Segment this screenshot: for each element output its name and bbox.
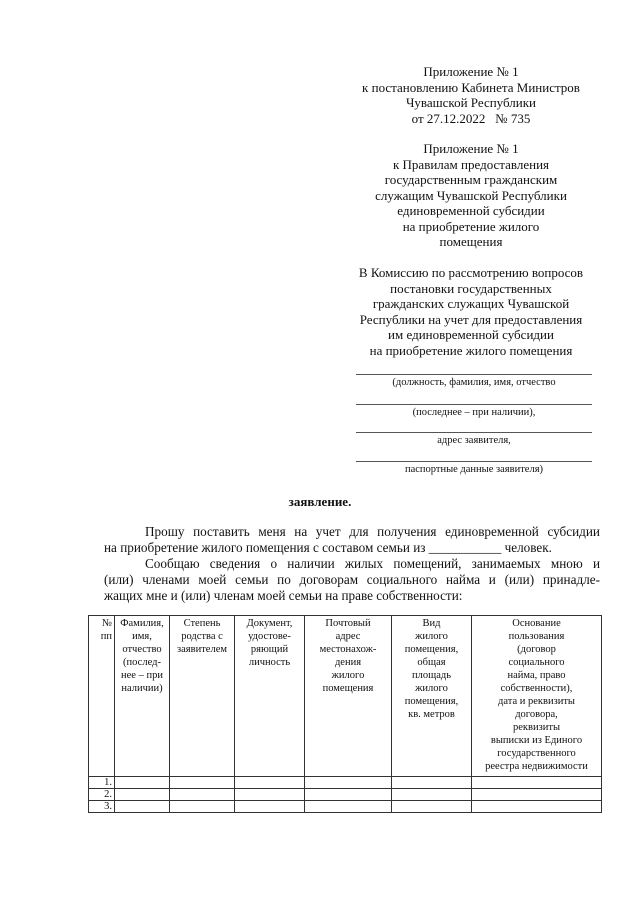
- field-caption: адрес заявителя,: [437, 435, 511, 446]
- addressee-line: В Комиссию по рассмотрению вопросов: [358, 265, 584, 280]
- rules-header-line: на приобретение жилого: [402, 218, 540, 234]
- rules-header-line: служащим Чувашской Республики: [375, 187, 567, 203]
- table-row: [89, 789, 602, 801]
- table-header-row: [89, 616, 602, 777]
- addressee-line: Республики на учет для предоставления: [359, 311, 583, 327]
- table-cell[interactable]: [392, 801, 472, 813]
- addressee-line: постановки государственных: [390, 280, 552, 296]
- paragraph-line: (или) членами моей семьи по договорам социального найма и (или) принадле-: [104, 572, 600, 587]
- paragraph-line: Сообщаю сведения о наличии жилых помещений, занимаемых мною и: [145, 556, 600, 571]
- table-cell[interactable]: [170, 789, 235, 801]
- table-cell[interactable]: [235, 777, 305, 789]
- appendix-header-line: от 27.12.2022 № 735: [411, 110, 531, 126]
- header-cell-number: № пп: [89, 616, 115, 777]
- addressee-block: [340, 265, 602, 358]
- table-cell[interactable]: [305, 801, 392, 813]
- applicant-name-field[interactable]: [356, 374, 592, 389]
- field-caption: (последнее – при наличии),: [412, 407, 536, 418]
- table-cell[interactable]: [235, 801, 305, 813]
- rules-header-line: Приложение № 1: [423, 141, 519, 156]
- header-cell-housing-type: Вид жилого помещения, общая площадь жилого помещения, кв. метров: [392, 616, 472, 777]
- appendix-header: [340, 64, 602, 126]
- table-row: [89, 801, 602, 813]
- row-number: 3.: [89, 801, 115, 813]
- table-cell[interactable]: [170, 777, 235, 789]
- paragraph-request: [104, 524, 600, 556]
- table-cell[interactable]: [472, 777, 602, 789]
- header-cell-address: Почтовый адрес местонахож- дения жилого помещения: [305, 616, 392, 777]
- rules-header-line: к Правилам предоставления: [392, 156, 550, 172]
- row-number: 2.: [89, 789, 115, 801]
- paragraph-line: Прошу поставить меня на учет для получения единовременной субсидии: [145, 524, 600, 539]
- field-caption: паспортные данные заявителя): [404, 464, 544, 475]
- fill-line: [356, 374, 592, 375]
- fill-line: [356, 461, 592, 462]
- table-cell[interactable]: [472, 789, 602, 801]
- paragraph-housing-info: [104, 556, 600, 604]
- table-cell[interactable]: [115, 789, 170, 801]
- header-cell-kinship: Степень родства с заявителем: [170, 616, 235, 777]
- rules-header-line: единовременной субсидии: [397, 203, 545, 218]
- passport-data-field[interactable]: [356, 461, 592, 476]
- field-caption: (должность, фамилия, имя, отчество: [392, 377, 556, 388]
- header-cell-basis: Основание пользования (договор социального найма, право собственности), дата и реквизиты договора, реквизиты выписки из Единого государственного реестра недвижимости: [472, 616, 602, 777]
- table-cell[interactable]: [115, 801, 170, 813]
- table-cell[interactable]: [115, 777, 170, 789]
- applicant-name-field-cont[interactable]: [356, 404, 592, 419]
- housing-table: [88, 615, 602, 813]
- fill-line: [356, 432, 592, 433]
- fill-line: [356, 404, 592, 405]
- appendix-header-line: Приложение № 1: [423, 64, 519, 79]
- rules-header-line: государственным гражданским: [384, 172, 558, 187]
- table-row: [89, 777, 602, 789]
- row-number: 1.: [89, 777, 115, 789]
- table-cell[interactable]: [170, 801, 235, 813]
- addressee-line: гражданских служащих Чувашской: [372, 296, 570, 311]
- table-cell[interactable]: [305, 789, 392, 801]
- table-cell[interactable]: [392, 789, 472, 801]
- paragraph-line: жащих мне и (или) членам моей семьи на праве собственности:: [104, 588, 463, 603]
- paragraph-line: на приобретение жилого помещения с составом семьи из ___________ человек.: [104, 540, 552, 555]
- header-cell-id-document: Документ, удостове- ряющий личность: [235, 616, 305, 777]
- rules-header: [340, 141, 602, 250]
- rules-header-line: помещения: [439, 234, 503, 249]
- applicant-address-field[interactable]: [356, 432, 592, 447]
- table-cell[interactable]: [235, 789, 305, 801]
- appendix-header-line: Чувашской Республики: [405, 95, 537, 110]
- addressee-line: на приобретение жилого помещения: [369, 342, 573, 358]
- appendix-header-line: к постановлению Кабинета Министров: [362, 79, 580, 95]
- table-cell[interactable]: [305, 777, 392, 789]
- header-cell-name: Фамилия, имя, отчество (послед- нее – при наличии): [115, 616, 170, 777]
- table-cell[interactable]: [472, 801, 602, 813]
- addressee-line: им единовременной субсидии: [388, 327, 554, 342]
- table-cell[interactable]: [392, 777, 472, 789]
- document-title: заявление.: [288, 494, 352, 509]
